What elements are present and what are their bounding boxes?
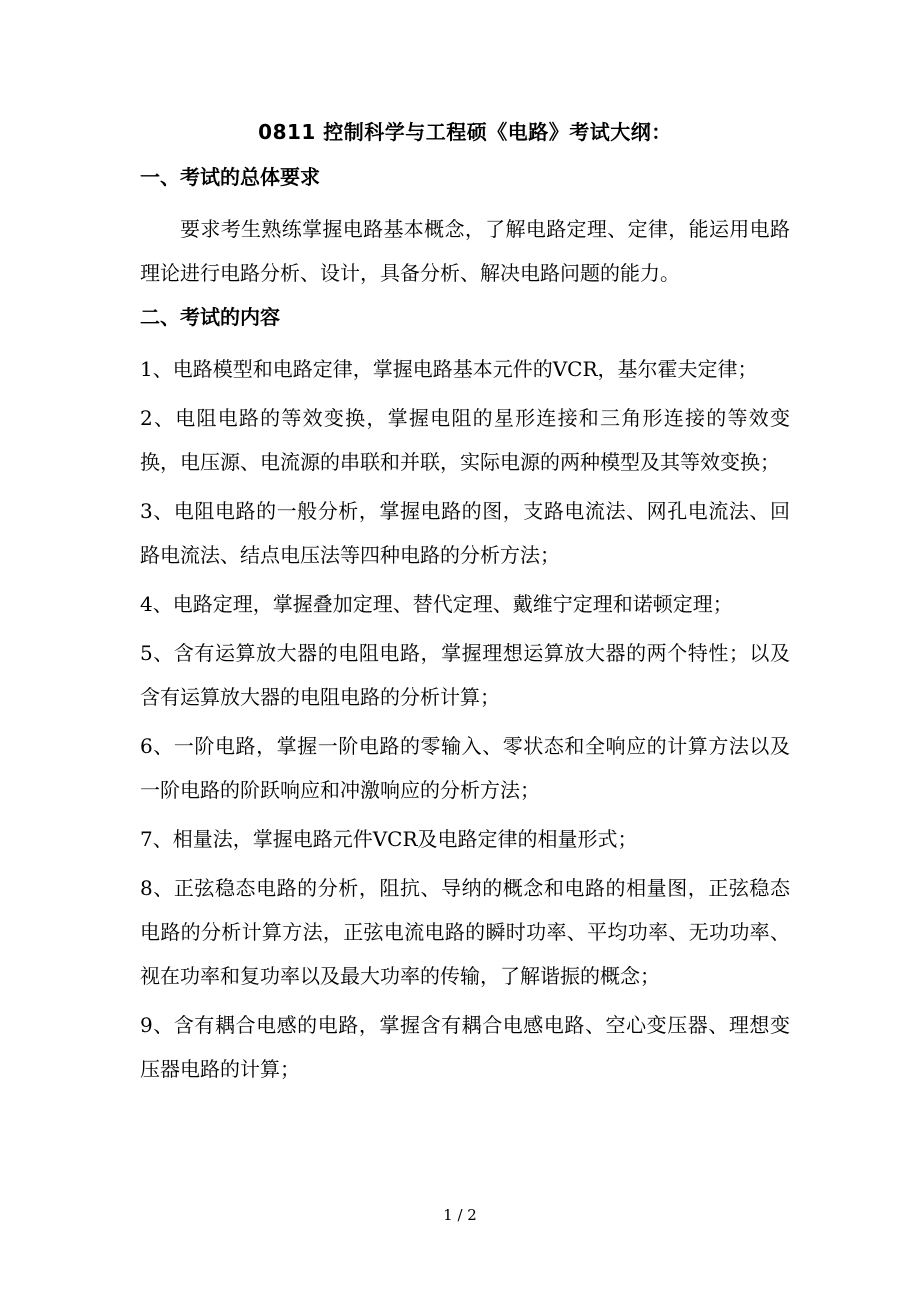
requirements-paragraph: 要求考生熟练掌握电路基本概念，了解电路定理、定律，能运用电路理论进行电路分析、设计，具备分析、解决电路问题的能力。 xyxy=(140,217,790,285)
content-item: 7、相量法，掌握电路元件VCR及电路定律的相量形式； xyxy=(140,827,638,851)
document-body xyxy=(140,117,790,1096)
content-item: 6、一阶电路，掌握一阶电路的零输入、零状态和全响应的计算方法以及一阶电路的阶跃响应和冲激响应的分析方法； xyxy=(140,734,790,802)
content-item: 4、电路定理，掌握叠加定理、替代定理、戴维宁定理和诺顿定理； xyxy=(140,592,733,616)
document-title: 0811 控制科学与工程硕《电路》考试大纲： xyxy=(258,120,672,144)
content-item: 9、含有耦合电感的电路，掌握含有耦合电感电路、空心变压器、理想变压器电路的计算； xyxy=(140,1013,790,1081)
content-item: 3、电阻电路的一般分析，掌握电路的图，支路电流法、网孔电流法、回路电流法、结点电压法等四种电路的分析方法； xyxy=(140,499,790,567)
section-heading-content: 二、考试的内容 xyxy=(140,305,280,329)
page-number: 1 / 2 xyxy=(443,1206,477,1224)
section-heading-requirements: 一、考试的总体要求 xyxy=(140,165,320,189)
content-item: 5、含有运算放大器的电阻电路，掌握理想运算放大器的两个特性；以及含有运算放大器的电阻电路的分析计算； xyxy=(140,641,790,709)
content-item: 8、正弦稳态电路的分析，阻抗、导纳的概念和电路的相量图，正弦稳态电路的分析计算方法，正弦电流电路的瞬时功率、平均功率、无功功率、视在功率和复功率以及最大功率的传输，了解谐振的概念； xyxy=(140,876,790,988)
content-item: 2、电阻电路的等效变换，掌握电阻的星形连接和三角形连接的等效变换，电压源、电流源的串联和并联，实际电源的两种模型及其等效变换； xyxy=(140,406,790,474)
content-item: 1、电路模型和电路定律，掌握电路基本元件的VCR，基尔霍夫定律； xyxy=(140,357,758,381)
